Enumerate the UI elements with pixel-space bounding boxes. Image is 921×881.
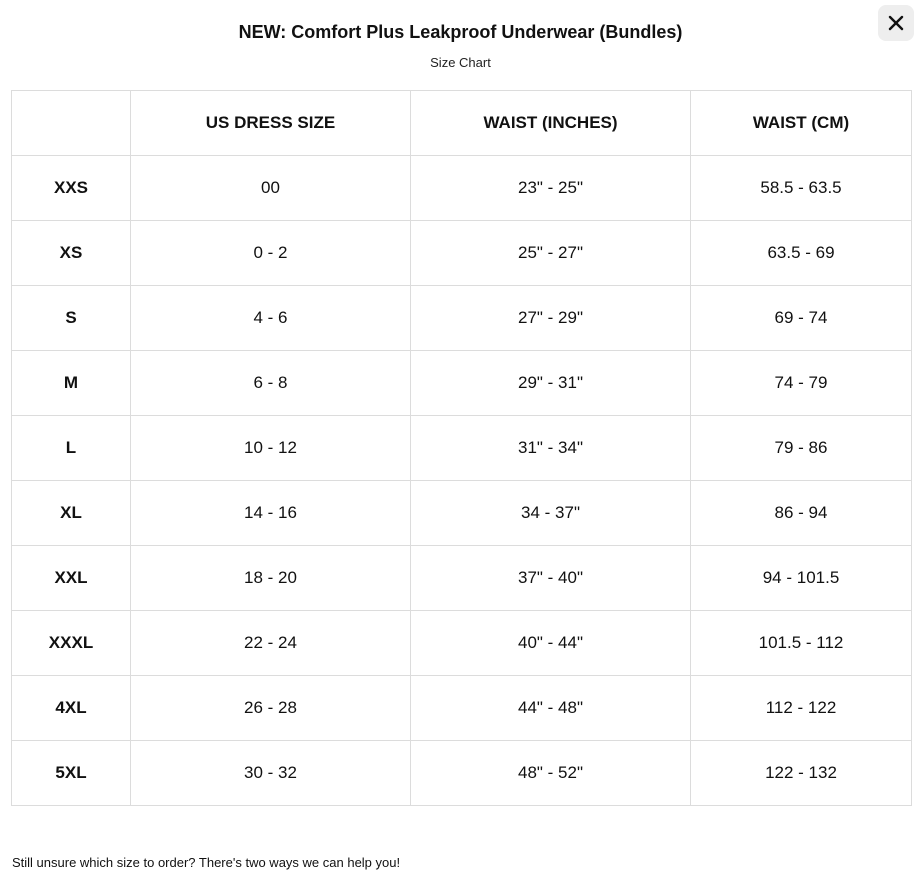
- table-row: [12, 221, 912, 286]
- us-dress-size-cell: 26 - 28: [131, 676, 411, 741]
- size-label-cell: 4XL: [12, 676, 131, 741]
- table-header-row: [12, 91, 912, 156]
- us-dress-size-cell: 14 - 16: [131, 481, 411, 546]
- waist-inches-cell: 31" - 34": [411, 416, 691, 481]
- size-help-text: Still unsure which size to order? There's two ways we can help you!: [12, 855, 401, 870]
- waist-cm-cell: 69 - 74: [691, 286, 912, 351]
- size-label-cell: S: [12, 286, 131, 351]
- waist-inches-cell: 44" - 48": [411, 676, 691, 741]
- waist-cm-cell: 74 - 79: [691, 351, 912, 416]
- us-dress-size-cell: 18 - 20: [131, 546, 411, 611]
- table-row: [12, 156, 912, 221]
- waist-cm-cell: 63.5 - 69: [691, 221, 912, 286]
- waist-inches-cell: 29" - 31": [411, 351, 691, 416]
- header-waist-cm: WAIST (CM): [691, 91, 912, 156]
- size-label-cell: XXL: [12, 546, 131, 611]
- us-dress-size-cell: 22 - 24: [131, 611, 411, 676]
- header-size-label: [12, 91, 131, 156]
- waist-cm-cell: 58.5 - 63.5: [691, 156, 912, 221]
- waist-inches-cell: 27" - 29": [411, 286, 691, 351]
- waist-inches-cell: 34 - 37": [411, 481, 691, 546]
- waist-inches-cell: 40" - 44": [411, 611, 691, 676]
- table-row: [12, 286, 912, 351]
- header-us-dress-size: US DRESS SIZE: [131, 91, 411, 156]
- header-waist-inches: WAIST (INCHES): [411, 91, 691, 156]
- size-label-cell: XXXL: [12, 611, 131, 676]
- table-row: [12, 676, 912, 741]
- waist-cm-cell: 122 - 132: [691, 741, 912, 806]
- table-row: [12, 546, 912, 611]
- close-icon: [888, 15, 904, 31]
- close-button[interactable]: [878, 5, 914, 41]
- size-label-cell: XS: [12, 221, 131, 286]
- table-row: [12, 611, 912, 676]
- table-row: [12, 481, 912, 546]
- waist-cm-cell: 112 - 122: [691, 676, 912, 741]
- modal-title: NEW: Comfort Plus Leakproof Underwear (Bundles): [238, 22, 683, 42]
- table-row: [12, 741, 912, 806]
- us-dress-size-cell: 6 - 8: [131, 351, 411, 416]
- size-label-cell: 5XL: [12, 741, 131, 806]
- size-label-cell: XL: [12, 481, 131, 546]
- size-label-cell: M: [12, 351, 131, 416]
- waist-cm-cell: 94 - 101.5: [691, 546, 912, 611]
- table-row: [12, 416, 912, 481]
- waist-inches-cell: 23" - 25": [411, 156, 691, 221]
- waist-cm-cell: 86 - 94: [691, 481, 912, 546]
- modal-subtitle: Size Chart: [430, 55, 491, 70]
- waist-cm-cell: 79 - 86: [691, 416, 912, 481]
- size-label-cell: L: [12, 416, 131, 481]
- size-chart-table: [11, 90, 912, 806]
- table-row: [12, 351, 912, 416]
- us-dress-size-cell: 10 - 12: [131, 416, 411, 481]
- waist-inches-cell: 25" - 27": [411, 221, 691, 286]
- size-label-cell: XXS: [12, 156, 131, 221]
- waist-inches-cell: 48" - 52": [411, 741, 691, 806]
- us-dress-size-cell: 30 - 32: [131, 741, 411, 806]
- us-dress-size-cell: 0 - 2: [131, 221, 411, 286]
- us-dress-size-cell: 00: [131, 156, 411, 221]
- waist-inches-cell: 37" - 40": [411, 546, 691, 611]
- waist-cm-cell: 101.5 - 112: [691, 611, 912, 676]
- us-dress-size-cell: 4 - 6: [131, 286, 411, 351]
